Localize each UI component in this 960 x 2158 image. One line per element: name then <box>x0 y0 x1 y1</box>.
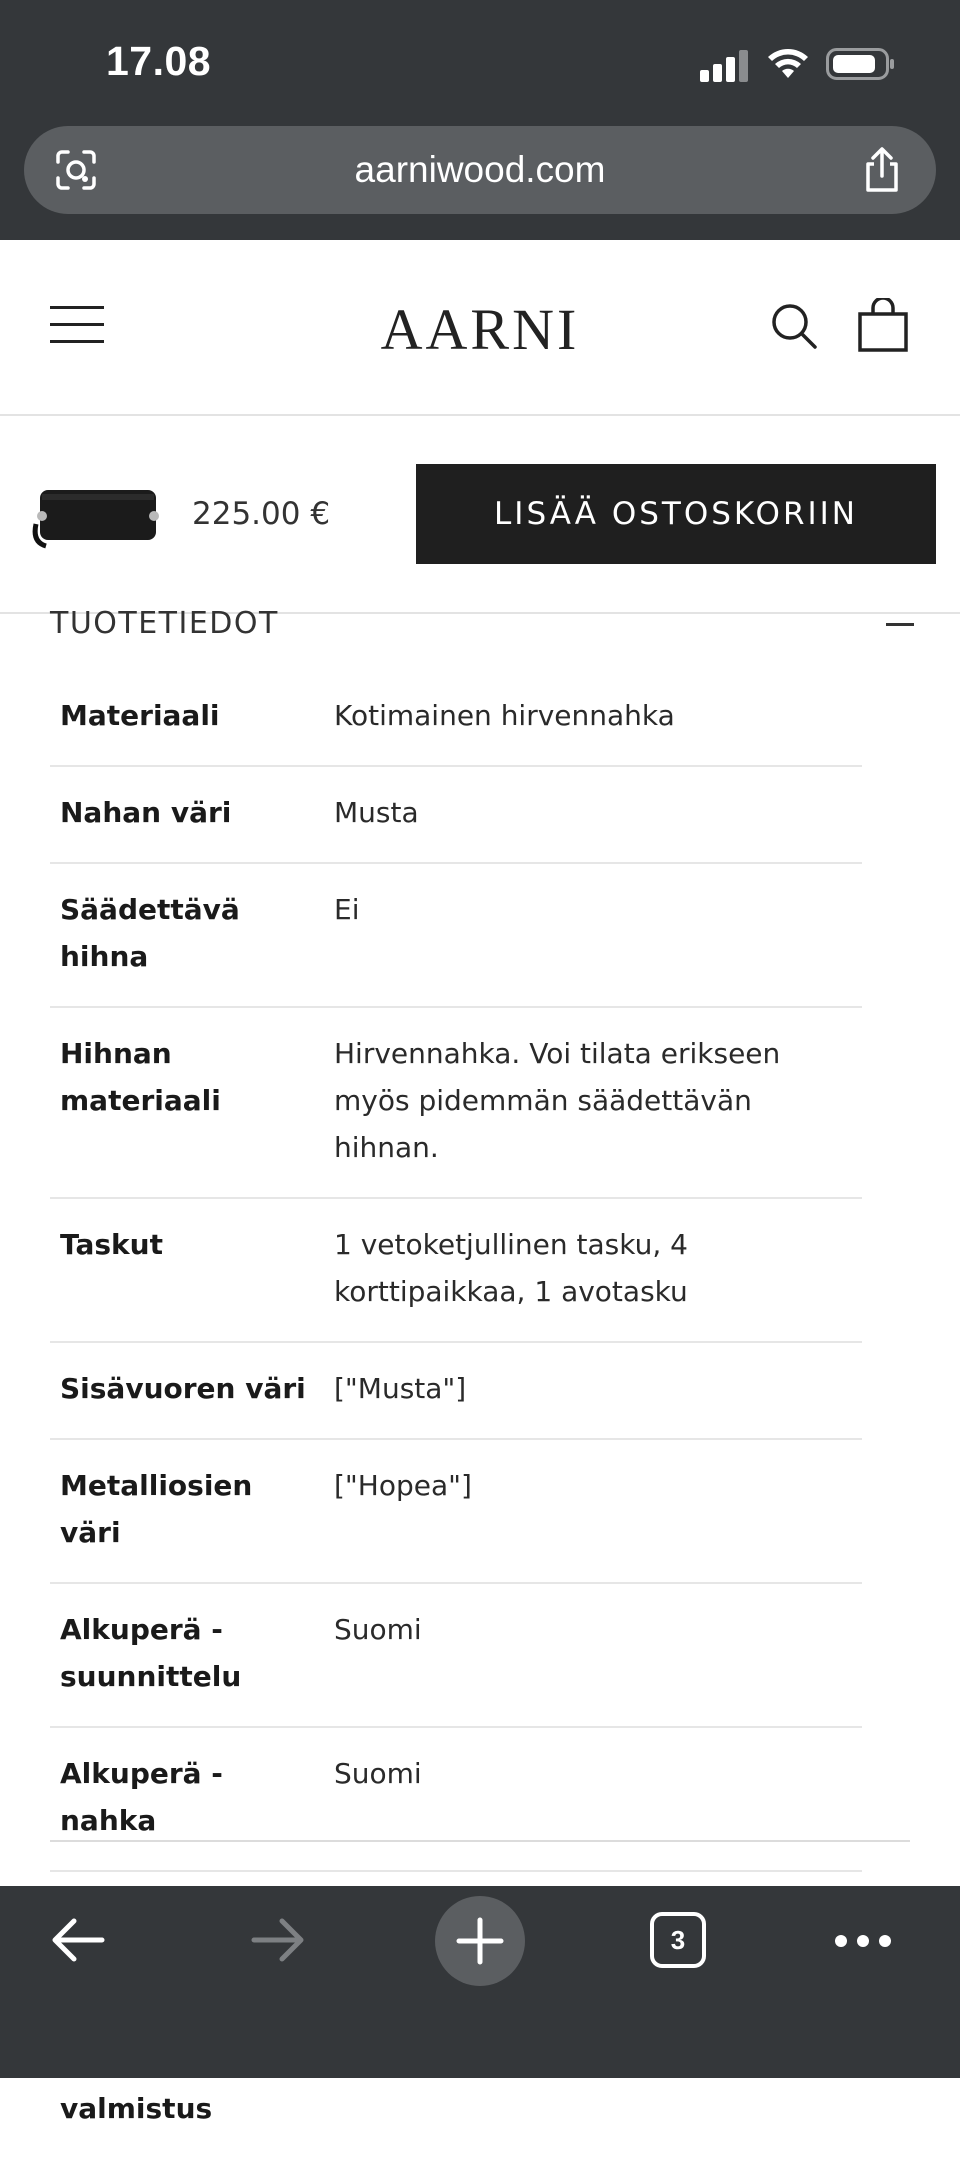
browser-bottom-toolbar <box>0 1886 960 2078</box>
detail-value: Musta <box>324 766 862 863</box>
url-text[interactable]: aarniwood.com <box>354 149 606 190</box>
table-row <box>50 1583 862 1727</box>
table-row <box>50 1198 862 1342</box>
table-row <box>50 1439 862 1583</box>
detail-key: Taskut <box>50 1198 324 1342</box>
detail-value: Ei <box>324 863 862 1007</box>
table-row <box>50 766 862 863</box>
new-tab-plus-icon <box>435 1896 525 1986</box>
product-thumbnail[interactable] <box>32 482 162 550</box>
table-row <box>50 863 862 1007</box>
cellular-signal-icon <box>700 50 752 82</box>
detail-key: Nahan väri <box>50 766 324 863</box>
detail-value: Suomi <box>324 1583 862 1727</box>
detail-key: Hihnan materiaali <box>50 1007 324 1198</box>
sticky-add-to-cart-bar <box>0 416 960 614</box>
detail-value: Hirvennahka. Voi tilata erikseen myös pidemmän säädettävän hihnan. <box>324 1007 862 1198</box>
new-tab-button[interactable] <box>435 1896 525 1986</box>
collapse-minus-icon[interactable] <box>886 623 914 626</box>
url-bar[interactable] <box>24 126 936 214</box>
detail-value: ["Hopea"] <box>324 1439 862 1583</box>
detail-key: Alkuperä - nahka <box>50 1727 324 1871</box>
detail-value: Kotimainen hirvennahka <box>324 670 862 766</box>
site-header <box>0 240 960 416</box>
shopping-bag-icon[interactable] <box>858 298 908 352</box>
search-icon[interactable] <box>770 302 818 350</box>
detail-value: 1 vetoketjullinen tasku, 4 korttipaikkaa, 1 avotasku <box>324 1198 862 1342</box>
detail-key: Säädettävä hihna <box>50 863 324 1007</box>
more-icon[interactable] <box>834 1934 892 1948</box>
detail-key: Metalliosien väri <box>50 1439 324 1583</box>
brand-logo[interactable]: AARNI <box>380 297 580 362</box>
product-price: 225.00 € <box>192 496 331 532</box>
divider <box>50 1840 910 1842</box>
back-arrow-icon[interactable] <box>50 1916 106 1964</box>
detail-value: ["Musta"] <box>324 1342 862 1439</box>
forward-arrow-icon[interactable] <box>250 1916 306 1964</box>
wifi-icon <box>766 46 810 80</box>
detail-value: Suomi <box>324 1727 862 1871</box>
table-row <box>50 1727 862 1871</box>
detail-key: Materiaali <box>50 670 324 766</box>
share-icon[interactable] <box>860 146 904 194</box>
detail-key: Alkuperä - suunnittelu <box>50 1583 324 1727</box>
detail-key: valmistus <box>60 2092 213 2125</box>
add-to-cart-button[interactable]: LISÄÄ OSTOSKORIIN <box>416 464 936 564</box>
table-row <box>50 670 862 766</box>
battery-icon <box>826 48 896 80</box>
detail-key: Sisävuoren väri <box>50 1342 324 1439</box>
tabs-icon[interactable]: 3 <box>650 1912 706 1968</box>
browser-top-chrome <box>0 0 960 240</box>
section-title[interactable]: TUOTETIEDOT <box>50 606 279 641</box>
table-row <box>50 1007 862 1198</box>
status-time: 17.08 <box>106 38 212 84</box>
table-row <box>50 1342 862 1439</box>
